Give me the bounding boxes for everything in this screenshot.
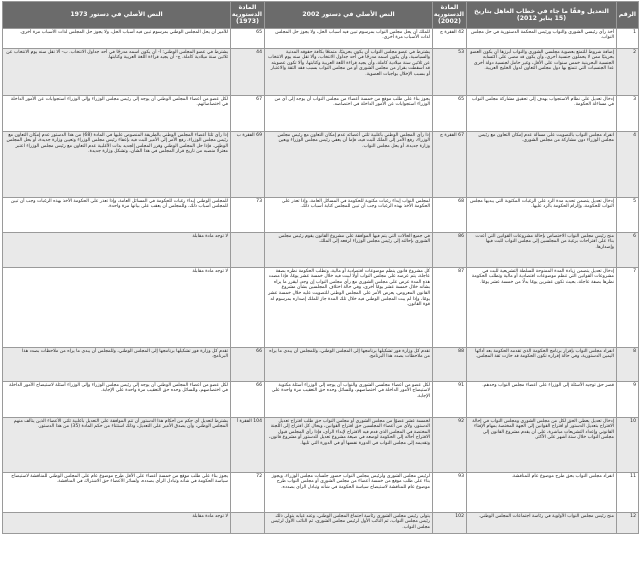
header-text-1973: النص الأصلي في دستور 1973: [3, 2, 231, 29]
article-2002: 91: [433, 381, 467, 417]
article-1973: 65: [231, 28, 265, 48]
article-2002: 68: [433, 197, 467, 232]
row-number: 7: [617, 267, 639, 347]
amendment-text: انفراد مجلس النواب بإقرار برنامج الحكومة الذي تقدمه الحكومة بعد أدائها اليمين الدستورية، وفي حالة إقراره تكون الحكومة قد حازت ثقة المجلس.: [467, 347, 617, 381]
row-number: 12: [617, 512, 639, 533]
text-2002: في جميع الحالات التي يتم فيها الموافقة على مشروع القانون يقوم رئيس مجلس الشورى بإحالته إلى رئيس مجلس الوزراء لرفعه إلى الملك.: [265, 232, 433, 267]
text-2002: لخمسة عشر عضوًا من مجلس الشورى أو مجلس النواب حق طلب اقتراح تعديل الدستور، ولأي من أعضاء المجلسين حق اقتراح القوانين، ويحال كل اقتراح إلى اللجنة المختصة في المجلس الذي قدم فيه الاقتراح لإبداء الرأي، فإذا رأى المجلس قبول الاقتراح أحاله إلى الحكومة لوضعه في صيغة مشروع تعديل للدستور أو مشروع قانون، وتقديمه إلى مجلس النواب في الدورة نفسها أو في الدورة التي تليها.: [265, 417, 433, 472]
row-number: 4: [617, 131, 639, 197]
text-2002: يجوز بناء على طلب موقع من خمسة أعضاء من مجلس النواب أن يوجه إلى أي من الوزراء استجوابات عن الأمور الداخلة في اختصاصه.: [265, 95, 433, 131]
text-1973: يجوز بناء على طلب موقع من خمسة أعضاء على الأقل طرح موضوع عام على المجلس الوطني للمناقشة لاستيضاح سياسة الحكومة في شأنه وتبادل الرأي بصدده، ولسائر الأعضاء حق الاشتراك في المناقشة.: [3, 472, 231, 512]
row-number: 1: [617, 28, 639, 48]
amendment-text: إضافة شروط للتمتع بعضوية مجلسي الشورى والنواب أبرزها أن يكون العضو بحرينيًا ممن لا يحملون جنسية أخرى، وأن يكون قد مضى على اكتسابه الجنسية البحرينية خمس سنوات على الأقل، وغير حامل لجنسية دولة أخرى عدا الجنسيات التي تتمتع بها دول مجلس التعاون لدول الخليج العربية.: [467, 48, 617, 95]
table-row: [3, 95, 639, 131]
amendment-text: انفراد مجلس النواب بحق طرح موضوع عام للمناقشة.: [467, 472, 617, 512]
text-1973: لا توجد مادة مقابلة: [3, 267, 231, 347]
text-2002: يتولى رئيس مجلس الشورى رئاسة اجتماع المجلس الوطني، وعند غيابه يتولى ذلك رئيس مجلس النواب، ثم النائب الأول لرئيس مجلس الشورى، ثم النائب الأول لرئيس مجلس النواب.: [265, 512, 433, 533]
text-1973: يشترط في عضو المجلس الوطني: أ- أن يكون اسمه مدرجًا في أحد جداول الانتخاب. ب- ألا تقل سنه يوم الانتخاب عن ثلاثين سنة ميلادية كاملة. ج- أن يجيد قراءة اللغة العربية وكتابتها.: [3, 48, 231, 95]
amendment-text: إدخال تعديل يعطي الحق لكل من مجلس الشورى ومجلس النواب في إحالة الاقتراح بتعديل الدستور أو اقتراح القوانين إلى الجهة المختصة بمهام الإفتاء القانوني وإعداد التشريعات مباشرة، على أن يقدم مشروع القانون إلى مجلس النواب خلال ستة أشهر على الأكثر.: [467, 417, 617, 472]
article-1973: [231, 232, 265, 267]
amendment-text: إدخال تعديل يتضمن زيادة المدة الممنوحة للسلطة التشريعية للبت في مشروعات القوانين التي تنظم موضوعات اقتصادية أو مالية وتطلب الحكومة نظرها بصفة عاجلة، بحيث تكون عشرين يومًا بدلًا من خمسة عشر يومًا.: [467, 267, 617, 347]
article-2002: 102: [433, 512, 467, 533]
article-1973: 72: [231, 472, 265, 512]
row-number: 5: [617, 197, 639, 232]
text-1973: تقدم كل وزارة فور تشكيلها برنامجها إلى المجلس الوطني، وللمجلس أن يبدي ما يراه من ملاحظات بصدد هذا البرنامج.: [3, 347, 231, 381]
row-number: 9: [617, 381, 639, 417]
table-row: [3, 472, 639, 512]
amendment-text: منح رئيس مجلس النواب الأولوية في رئاسة اجتماعات المجلس الوطني.: [467, 512, 617, 533]
article-1973: [231, 512, 265, 533]
constitution-comparison-table: [2, 1, 639, 534]
text-1973: لكل عضو من أعضاء المجلس الوطني أن يوجه إلى رئيس مجلس الوزراء وإلى الوزراء أسئلة لاستيضاح الأمور الداخلة في اختصاصهم، وللسائل وحده حق التعقيب مرة واحدة على الإجابة.: [3, 381, 231, 417]
article-1973: [231, 267, 265, 347]
text-1973: لكل عضو من أعضاء المجلس الوطني أن يوجه إلى رئيس مجلس الوزراء وإلى الوزراء استجوابات عن الأمور الداخلة في اختصاصاتهم.: [3, 95, 231, 131]
header-article-2002: المادة الدستورية (2002): [433, 2, 467, 29]
table-row: [3, 197, 639, 232]
header-row: [3, 2, 639, 29]
table-row: [3, 512, 639, 533]
text-1973: للمجلس الوطني إبداء رغبات للحكومة في المسائل العامة، وإذا تعذر على الحكومة الأخذ بهذه الرغبات وجب أن تبين للمجلس أسباب ذلك، وللمجلس أن يعقب على بيانها مرة واحدة.: [3, 197, 231, 232]
article-1973: 66: [231, 347, 265, 381]
amendment-text: انفراد مجلس النواب بالتصويت على مسألة عدم إمكان التعاون مع رئيس مجلس الوزراء دون مشاركة من مجلس الشورى.: [467, 131, 617, 197]
text-2002: يشترط في عضو مجلس النواب أن يكون بحرينيًا، متمتعًا بكافة حقوقه المدنية والسياسية، وأن يكون اسمه مدرجًا في أحد جداول الانتخاب، وألا تقل سنه يوم الانتخاب عن ثلاثين سنة ميلادية كاملة، وأن يجيد قراءة اللغة العربية وكتابتها، وألا تكون عضويته قد أسقطت بقرار من مجلس الشورى أو من مجلس النواب بسبب فقد الثقة والاعتبار أو بسبب الإخلال بواجبات العضوية.: [265, 48, 433, 95]
header-text-2002: النص الأصلي في دستور 2002: [265, 2, 433, 29]
text-1973: للأمير أن يحل المجلس الوطني بمرسوم تبين فيه أسباب الحل، ولا يجوز حل المجلس لذات الأسباب مرة أخرى.: [3, 28, 231, 48]
article-2002: 86: [433, 232, 467, 267]
article-2002: 65: [433, 95, 467, 131]
row-number: 10: [617, 417, 639, 472]
table-row: [3, 267, 639, 347]
article-2002: 67 الفقرة ج: [433, 131, 467, 197]
article-2002: 92: [433, 417, 467, 472]
row-number: 8: [617, 347, 639, 381]
article-2002: 42 الفقرة ج: [433, 28, 467, 48]
table-row: [3, 347, 639, 381]
row-number: 2: [617, 48, 639, 95]
article-1973: 104 الفقرة أ: [231, 417, 265, 472]
article-2002: 93: [433, 472, 467, 512]
article-2002: 88: [433, 347, 467, 381]
article-1973: 44: [231, 48, 265, 95]
article-1973: 66: [231, 381, 265, 417]
table-row: [3, 381, 639, 417]
text-2002: لرئيس مجلس الشورى ولرئيس مجلس النواب حضور جلسات مجلس الوزراء، ويجوز بناء على طلب موقع من خمسة أعضاء من مجلس الشورى أو مجلس النواب طرح موضوع عام للمناقشة لاستيضاح سياسة الحكومة في شأنه وتبادل الرأي بصدده.: [265, 472, 433, 512]
row-number: 3: [617, 95, 639, 131]
article-1973: 69 الفقرة ب: [231, 131, 265, 197]
header-num: الرقم: [617, 2, 639, 29]
header-article-1973: المادة الدستورية (1973): [231, 2, 265, 29]
text-2002: لكل عضو من أعضاء مجلسي الشورى والنواب أن يوجه إلى الوزراء أسئلة مكتوبة لاستيضاح الأمور الداخلة في اختصاصهم، وللسائل وحده حق التعقيب مرة واحدة على الإجابة.: [265, 381, 433, 417]
amendment-text: إدخال تعديل على نظام الاستجواب بهدف إلى تحقيق مشاركة مجلس النواب في مساءلة الحكومة.: [467, 95, 617, 131]
article-1973: 67: [231, 95, 265, 131]
text-1973: يشترط لتعديل أي حكم من أحكام هذا الدستور أن تتم الموافقة على التعديل بأغلبية ثلثي الأعضاء الذين يتألف منهم المجلس الوطني، وأن يصدق الأمير على التعديل، وذلك استثناء من حكم المادة (35) من هذا الدستور.: [3, 417, 231, 472]
header-amendment: التعديل وفقًا ما جاء في خطاب العاهل بتاريخ (15 يناير 2012): [467, 2, 617, 29]
article-1973: 73: [231, 197, 265, 232]
table-row: [3, 417, 639, 472]
row-number: 6: [617, 232, 639, 267]
text-1973: إذا رأى ثلثا أعضاء المجلس الوطني بالطريقة المنصوص عليها في المادة (68) من هذا الدستور عدم إمكان التعاون مع رئيس مجلس الوزراء، رفع الأمر إلى الأمير للبت فيه بإعفاء رئيس مجلس الوزراء وتعيين وزارة جديدة، أو بحل المجلس الوطني. فإذا حل المجلس الوطني وقرر المجلس الجديد بذات الأغلبية عدم التعاون مع رئيس مجلس الوزراء اعتبر معتزلًا منصبه من تاريخ قرار المجلس في هذا الشأن، وتشكل وزارة جديدة.: [3, 131, 231, 197]
table-row: [3, 28, 639, 48]
text-1973: لا توجد مادة مقابلة: [3, 232, 231, 267]
table-row: [3, 48, 639, 95]
amendment-text: أخذ رأي رئيسي الشورى والنواب ورئيس المحكمة الدستورية في حل مجلس النواب.: [467, 28, 617, 48]
text-2002: إذا رأى المجلس الوطني بأغلبية ثلثي أعضائه عدم إمكان التعاون مع رئيس مجلس الوزراء، رفع الأمر إلى الملك للبت فيه، فإما أن يعفي رئيس مجلس الوزراء ويعين وزارة جديدة، أو يحل مجلس النواب.: [265, 131, 433, 197]
text-2002: لمجلس النواب إبداء رغبات مكتوبة للحكومة في المسائل العامة، وإذا تعذر على الحكومة الأخذ بهذه الرغبات وجب أن تبين للمجلس كتابة أسباب ذلك.: [265, 197, 433, 232]
table-row: [3, 232, 639, 267]
text-2002: للملك أن يحل مجلس النواب بمرسوم تبين فيه أسباب الحل، ولا يجوز حل المجلس لذات الأسباب مرة أخرى.: [265, 28, 433, 48]
text-1973: لا توجد مادة مقابلة: [3, 512, 231, 533]
amendment-text: إدخال تعديل يتضمن تحديد مدة الرد على الرغبات المكتوبة التي يبديها مجلس النواب للحكومة، وإلزام الحكومة بالرد عليها.: [467, 197, 617, 232]
text-2002: تقدم كل وزارة فور تشكيلها برنامجها إلى المجلس الوطني، وللمجلس أن يبدي ما يراه من ملاحظات بصدد هذا البرنامج.: [265, 347, 433, 381]
table-row: [3, 131, 639, 197]
article-2002: 87: [433, 267, 467, 347]
amendment-text: قصر حق توجيه الأسئلة إلى الوزراء على أعضاء مجلس النواب وحدهم.: [467, 381, 617, 417]
amendment-text: منح رئيس مجلس النواب الاختصاص بإحالة مشروعات القوانين التي أعدت بناء على اقتراحات برغبة من المجلسين إلى مجلس النواب للبت فيها وإصدارها.: [467, 232, 617, 267]
row-number: 11: [617, 472, 639, 512]
text-2002: كل مشروع قانون ينظم موضوعات اقتصادية أو مالية، وتطلب الحكومة نظره بصفة عاجلة، يتم عرضه على مجلس النواب أولًا ليبت فيه خلال خمسة عشر يومًا، فإذا مضت هذه المدة عرض على مجلس الشورى مع رأي مجلس النواب إن وجد، ليقرر ما يراه بشأنه خلال خمسة عشر يومًا أخرى، وفي حالة اختلاف المجلسين بشأن مشروع القانون المعروض، يعرض الأمر على المجلس الوطني للتصويت عليه خلال خمسة عشر يومًا، وإذا لم يبت المجلس الوطني فيه خلال تلك المدة جاز للملك إصداره بمرسوم له قوة القانون.: [265, 267, 433, 347]
article-2002: 53: [433, 48, 467, 95]
